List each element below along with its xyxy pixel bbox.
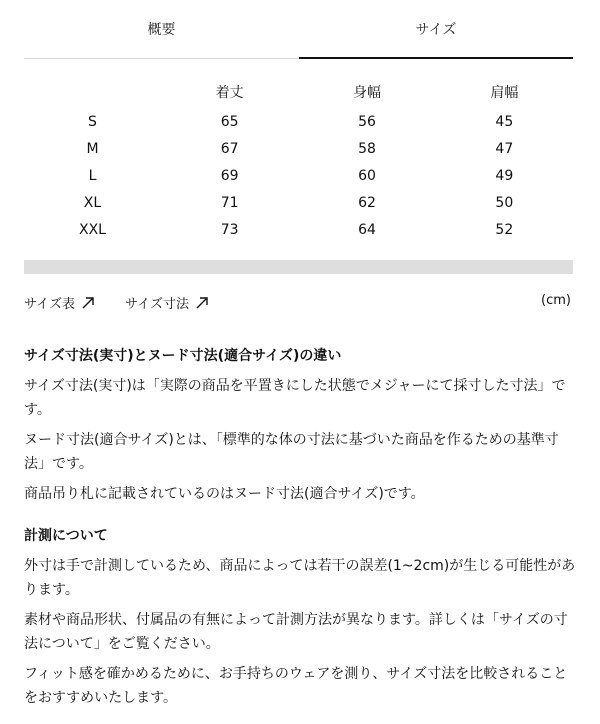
table-cell: 56: [358, 113, 376, 130]
table-cell: 50: [495, 194, 514, 211]
table-row: [24, 162, 573, 189]
size-measure-link-label: サイズ寸法: [125, 297, 189, 312]
paragraph: フィット感を確かめるために、お手持ちのウェアを測り、サイズ寸法を比較されることをおすすめいたします。: [24, 666, 568, 706]
paragraph: 素材や商品形状、付属品の有無によって計測方法が異なります。詳しくは「サイズの寸法について」をご覧ください。: [24, 612, 568, 652]
table-cell: 69: [220, 167, 239, 184]
size-label: XXL: [79, 221, 106, 238]
table-cell: 64: [358, 221, 376, 238]
table-cell: 47: [495, 140, 514, 157]
table-cell: 67: [220, 140, 239, 157]
column-header-length: 着丈: [215, 85, 244, 101]
paragraph: 商品吊り札に記載されているのはヌード寸法(適合サイズ)です。: [24, 486, 425, 502]
section-title: 計測について: [24, 528, 108, 544]
table-cell: 60: [358, 167, 376, 184]
arrow-up-right-icon: [195, 296, 209, 310]
paragraph: 外寸は手で計測しているため、商品によっては若干の誤差(1~2cm)が生じる可能性があります。: [24, 558, 576, 598]
horizontal-scrollbar[interactable]: [24, 260, 573, 274]
column-header-size: [24, 76, 161, 108]
size-chart-link[interactable]: [24, 293, 95, 312]
size-chart-link-label: サイズ表: [24, 297, 75, 312]
size-label: XL: [83, 194, 102, 211]
unit-label: (cm): [541, 293, 571, 308]
table-cell: 65: [220, 113, 239, 130]
tab-size[interactable]: サイズ: [299, 0, 573, 59]
paragraph: サイズ寸法(実寸)は「実際の商品を平置きにした状態でメジャーにて採寸した寸法」です。: [24, 378, 566, 418]
size-measure-link[interactable]: [125, 293, 209, 312]
table-cell: 58: [358, 140, 376, 157]
table-cell: 73: [220, 221, 239, 238]
paragraph: ヌード寸法(適合サイズ)とは、「標準的な体の寸法に基づいた商品を作るための基準寸法」です。: [24, 432, 559, 472]
table-header-row: [24, 76, 573, 108]
table-cell: 71: [220, 194, 239, 211]
difference-section: [24, 344, 576, 512]
table-cell: 62: [358, 194, 376, 211]
size-label: S: [88, 113, 97, 130]
tab-overview[interactable]: 概要: [24, 0, 299, 59]
tab-bar: [24, 0, 573, 58]
table-row: [24, 108, 573, 135]
size-label: M: [86, 140, 99, 157]
size-links: [24, 293, 573, 315]
table-cell: 45: [495, 113, 514, 130]
column-header-shoulder: 肩幅: [490, 85, 519, 101]
column-header-width: 身幅: [352, 85, 381, 101]
table-row: [24, 216, 573, 243]
size-table: [24, 76, 573, 243]
arrow-up-right-icon: [81, 296, 95, 310]
size-label: L: [88, 167, 97, 184]
table-cell: 52: [495, 221, 514, 238]
table-cell: 49: [495, 167, 514, 184]
table-row: [24, 189, 573, 216]
section-title: サイズ寸法(実寸)とヌード寸法(適合サイズ)の違い: [24, 348, 342, 364]
table-row: [24, 135, 573, 162]
measurement-section: [24, 524, 576, 716]
